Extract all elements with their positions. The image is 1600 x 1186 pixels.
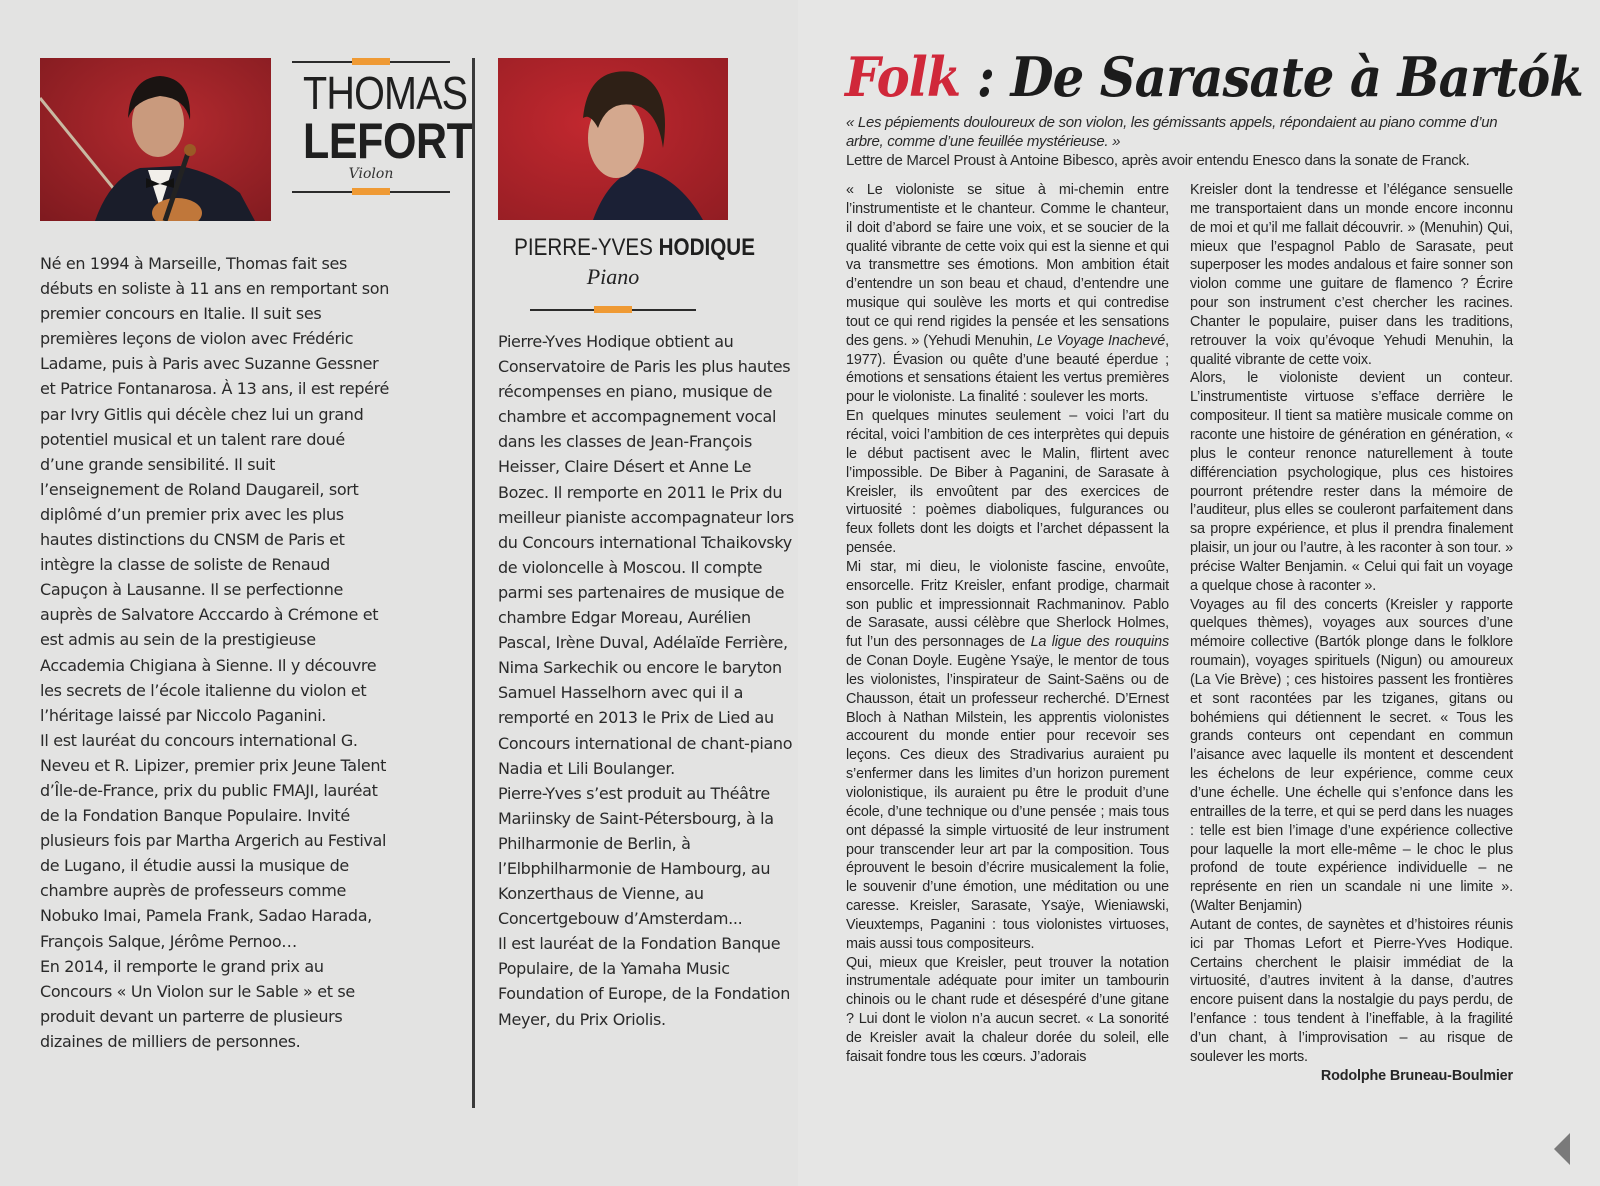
pierre-yves-hodique-name-block [498,234,755,314]
bio-paragraph: Né en 1994 à Marseille, Thomas fait ses débuts en soliste à 11 ans en remportant son premier concours en Italie. Il suit ses premières leçons de violon avec Frédéric Ladame, puis à Paris avec Suzanne Gessner et Patrice Fontanarosa. À 13 ans, il est repéré par Ivry Gitlis qui décèle chez lui un grand potentiel musical et un talent rare doué d’une grande sensibilité. Il suit l’enseignement de Roland Daugareil, sort diplômé d’un premier prix avec les plus hautes distinctions du CNSM de Paris et intègre la classe de soliste de Renaud Capuçon à Lausanne. Il se perfectionne auprès de Salvatore Acccardo à Crémone et est admis au sein de la prestigieuse Accademia Chigiana à Sienne. Il y découvre les secrets de l’école italienne du violon et l’héritage laissé par Niccolo Paganini. [40,254,390,725]
thomas-lefort-name-block [292,58,473,196]
orange-accent-bar [594,306,632,313]
orange-accent-bar [352,188,390,195]
book-title: Le Voyage Inachevé [1036,332,1166,349]
epigraph-quote: « Les pépiements douloureux de son violon, les gémissants appels, répondaient au piano comme d’un arbre, comme d’une feuillée mystérieuse. » [846,114,1498,150]
title-rest: : De Sarasate à Bartók [960,45,1583,109]
article-paragraph [846,181,1169,407]
article-paragraph: Autant de contes, de saynètes et d’histoires réunis ici par Thomas Lefort et Pierre-Yves Hodique. Certains cherchent le plaisir immédiat de la virtuosité, d’autres invitent à la danse, d’autres encore puisent dans la nostalgie du pays perdu, de l’enfance : tous tendent à l’ineffable, à la fragilité d’un chant, à l’improvisation – au risque de soulever les morts. [1190,916,1513,1065]
title-accent-word: Folk [845,45,961,109]
article-paragraph [846,558,1169,954]
article-column-1 [846,181,1169,1067]
artist-last-name: LEFORT [303,113,473,169]
artist-instrument: Piano [586,264,640,289]
bio-paragraph: Il est lauréat du concours international G. Neveu et R. Lipizer, premier prix Jeune Talent d’Île-de-France, prix du public FMAJI, lauréat de la Fondation Banque Populaire. Invité plusieurs fois par Martha Argerich au Festival de Lugano, il étudie aussi la musique de chambre auprès de professeurs comme Nobuko Imai, Pamela Frank, Sadao Harada, François Salque, Jérôme Pernoo… [40,730,387,951]
top-rule [292,58,450,66]
article-paragraph: Alors, le violoniste devient un conteur. L’instrumentiste virtuose s’efface derrière le compositeur. Il tient sa matière musicale comme on raconte une histoire de génération en génération, « plus le conteur renonce naturellement à toute différenciation psychologique, plus ces histoires pourront prétendre rester dans la mémoire de l’auditeur, plus elles se couleront parfaitement dans sa propre expérience, et plus il prendra finalement plaisir, un jour ou l’autre, à les raconter à son tour. » précise Walter Benjamin. « Celui qui fait un voyage a quelque chose à raconter ». [1190,370,1513,594]
bio-paragraph: Il est lauréat de la Fondation Banque Populaire, de la Yamaha Music Foundation of Europe, de la Fondation Meyer, du Prix Oriolis. [498,934,790,1029]
epigraph [846,113,1516,170]
bio-paragraph: En 2014, il remporte le grand prix au Concours « Un Violon sur le Sable » et se produit devant un parterre de plusieurs dizaines de milliers de personnes. [40,956,355,1051]
thomas-lefort-bio [40,251,390,1054]
article-paragraph: Voyages au fil des concerts (Kreisler y rapporte quelques thèmes), voyages aux sources d’une mémoire collective (Bartók plonge dans le folklore roumain), voyages spirituels (Nigun) ou amoureux (La Vie Brève) ; ces histoires passent les frontières et sont racontées par les tziganes, gitans ou bohémiens qui détiennent le secret. « Tous les grands conteurs ont cependant en commun l’aisance avec laquelle ils montent et descendent les échelons de leur expérience, comme ceux d’une échelle. Une échelle qui s’enfonce dans les entrailles de la terre, et qui se perd dans les nuages : telle est bien l’image d’une expérience collective pour laquelle la mort elle-même – le choc le plus profond de toute expérience individuelle – ne représente en rien un scandale ni une limite ». (Walter Benjamin) [1190,596,1513,915]
triangle-left-icon[interactable] [1554,1133,1570,1165]
thomas-lefort-photo [40,58,271,221]
artist-instrument: Violon [348,166,394,182]
column-divider [472,58,475,1108]
artist-last-name: HODIQUE [658,234,755,261]
text-run: Mi star, mi dieu, le violoniste fascine, envoûte, ensorcelle. Fritz Kreisler, enfant prodige, charmait son public et impressionnait Rachmaninov. Pablo de Sarasate, aussi célèbre que Sherlock Holmes, fut l’un des personnages de [846,558,1169,651]
text-run: « Le violoniste se situe à mi-chemin entre l’instrumentiste et le chanteur. Comme le chanteur, il doit d’abord se faire une voix, et se soucier de la qualité vibrante de cette voix qui est la sienne et qui va transmettre ses émotions. Mon ambition était d’entendre un son beau et chaud, d’entendre une musique qui soulève les morts et qui contredise tout ce qui rend rigides la pensée et les sensations des gens. » (Yehudi Menuhin, [846,182,1169,349]
article-paragraph: En quelques minutes seulement – voici l’art du récital, voici l’ambition de ces interprètes qui depuis le début pactisent avec le Malin, flirtent avec l’impossible. De Biber à Paganini, de Sarasate à Kreisler, ils envoûtent par des exercices de virtuosité : poèmes diaboliques, fulgurances ou feux follets dont les doigts et l’archet dépassent la pensée. [846,408,1169,557]
bottom-rule [530,306,696,314]
article-column-2 [1190,181,1513,1086]
bottom-rule [292,188,450,196]
artist-first-name: PIERRE-YVES [514,234,653,261]
author-signature: Rodolphe Bruneau-Boulmier [1320,1067,1513,1084]
epigraph-source: Lettre de Marcel Proust à Antoine Bibesco, après avoir entendu Enesco dans la sonate de Franck. [846,152,1470,169]
article-paragraph: Qui, mieux que Kreisler, peut trouver la notation instrumentale adéquate pour imiter un tambourin chinois ou le chant rude et désespéré d’une gitane ? Lui dont le violon n’a aucun secret. « La sonorité de Kreisler avait la chaleur dorée du soleil, elle faisait fondre tous les cœurs. J’adorais [846,954,1169,1065]
bio-paragraph: Pierre-Yves Hodique obtient au Conservatoire de Paris les plus hautes récompenses en piano, musique de chambre et accompagnement vocal dans les classes de Jean-François Heisser, Claire Désert et Anne Le Bozec. Il remporte en 2011 le Prix du meilleur pianiste accompagnateur lors du Concours international Tchaikovsky de violoncelle à Moscou. Il compte parmi ses partenaires de musique de chambre Edgar Moreau, Aurélien Pascal, Irène Duval, Adélaïde Ferrière, Nima Sarkechik ou encore le baryton Samuel Hasselhorn avec qui il a remporté en 2013 le Prix de Lied au Concours international de chant-piano Nadia et Lili Boulanger. [498,332,794,778]
article-title [845,44,1583,110]
book-title: La ligue des rouquins [1030,634,1169,651]
artist-first-name: THOMAS [303,67,468,119]
text-run: de Conan Doyle. Eugène Ysaÿe, le mentor de tous les violonistes, l’inspirateur de Saint-Saëns ou de Chausson, était un professeur recherché. D’Ernest Bloch à Nathan Milstein, les apprentis violonistes accourent du monde entier pour recevoir ses leçons. Ces dieux des Stradivarius auraient pu s’enfermer dans les limites d’un horizon purement violonistique, ils auraient pu être le produit d’une école, d’une technique ou d’une pensée ; mais tous ont dépassé la simple virtuosité de leur instrument pour transcender leur art par la composition. Tous éprouvent le besoin d’écrire musicalement la folie, le souvenir d’une émotion, une méditation ou une caresse. Kreisler, Sarasate, Ysaÿe, Wieniawski, Vieuxtemps, Paganini : tous violonistes virtuoses, mais aussi tous compositeurs. [846,653,1169,952]
text-run: , 1977). Évasion ou quête d’une beauté éperdue ; émotions et sensations étaient les vertus premières pour le violoniste. La finalité : soulever les morts. [846,332,1170,406]
left-page [0,0,798,1186]
orange-accent-bar [352,58,390,65]
pierre-yves-hodique-bio [498,329,796,1032]
bio-paragraph: Pierre-Yves s’est produit au Théâtre Mariinsky de Saint-Pétersbourg, à la Philharmonie de Berlin, à l’Elbphilharmonie de Hambourg, au Konzerthaus de Vienne, au Concertgebouw d’Amsterdam... [498,783,774,929]
artist-full-name [514,234,755,262]
article-paragraph: Kreisler dont la tendresse et l’élégance sensuelle me transportaient dans un monde encore inconnu de moi et qu’il me fallait découvrir. » (Menuhin) Qui, mieux que l’espagnol Pablo de Sarasate, peut superposer les modes andalous et faire sonner son violon comme une guitare de flamenco ? Écrire pour son instrument c’est chercher les racines. Chanter le populaire, puiser dans les traditions, retrouver la voix qu’évoque Yehudi Menuhin, la qualité vibrante de cette voix. [1190,182,1513,368]
pierre-yves-hodique-photo [498,58,728,220]
